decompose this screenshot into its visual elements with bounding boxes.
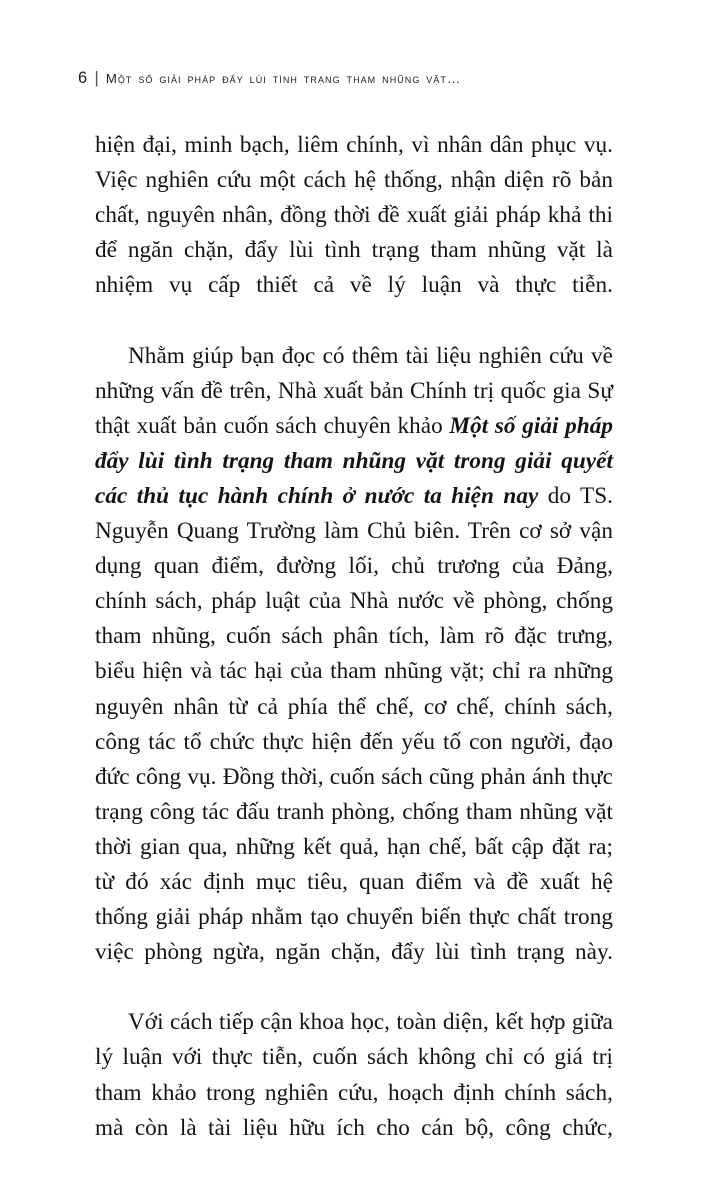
paragraph-3 (95, 1005, 613, 1180)
paragraph-2 (95, 339, 613, 1006)
running-header-title: Một số giải pháp đẩy lùi tình trạng tham nhũng vặt… (105, 71, 462, 86)
running-header (78, 68, 638, 92)
text-run: Với cách tiếp cận khoa học, toàn diện, kết hợp giữa lý luận với thực tiễn, cuốn sách không chỉ có giá trị tham khảo trong nghiên cứu, hoạch định chính sách, mà còn là tài liệu hữu ích cho cán bộ, công chức, (95, 1009, 613, 1141)
text-run: hiện đại, minh bạch, liêm chính, vì nhân dân phục vụ. Việc nghiên cứu một cách hệ thống, nhận diện rõ bản chất, nguyên nhân, đồng thời đề xuất giải pháp khả thi để ngăn chặn, đẩy lùi tình trạng tham nhũng vặt là nhiệm vụ cấp thiết cả về lý luận và thực tiễn. (95, 132, 613, 299)
page-number: 6 (78, 69, 88, 87)
book-title-emphasis: Một số giải pháp đẩy lùi tình trạng tham nhũng vặt trong giải quyết các thủ tục hành chính ở nước ta hiện nay (95, 412, 613, 509)
header-separator: | (94, 68, 99, 87)
text-run: Nhằm giúp bạn đọc có thêm tài liệu nghiên cứu về những vấn đề trên, Nhà xuất bản Chính trị quốc gia Sự thật xuất bản cuốn sách chuyên khảo (95, 342, 613, 439)
paragraph-1 (95, 128, 613, 339)
text-run: do TS. Nguyễn Quang Trường làm Chủ biên. Trên cơ sở vận dụng quan điểm, đường lối, chủ trương của Đảng, chính sách, pháp luật của Nhà nước về phòng, chống tham nhũng, cuốn sách phân tích, làm rõ đặc trưng, biểu hiện và tác hại của tham nhũng vặt; chỉ ra những nguyên nhân từ cả phía thể chế, cơ chế, chính sách, công tác tổ chức thực hiện đến yếu tố con người, đạo đức công vụ. Đồng thời, cuốn sách cũng phản ánh thực trạng công tác đấu tranh phòng, chống tham nhũng vặt thời gian qua, những kết quả, hạn chế, bất cập đặt ra; từ đó xác định mục tiêu, quan điểm và đề xuất hệ thống giải pháp nhằm tạo chuyển biến thực chất trong việc phòng ngừa, ngăn chặn, đẩy lùi tình trạng này. (95, 482, 613, 966)
body-text-block (95, 128, 613, 1181)
